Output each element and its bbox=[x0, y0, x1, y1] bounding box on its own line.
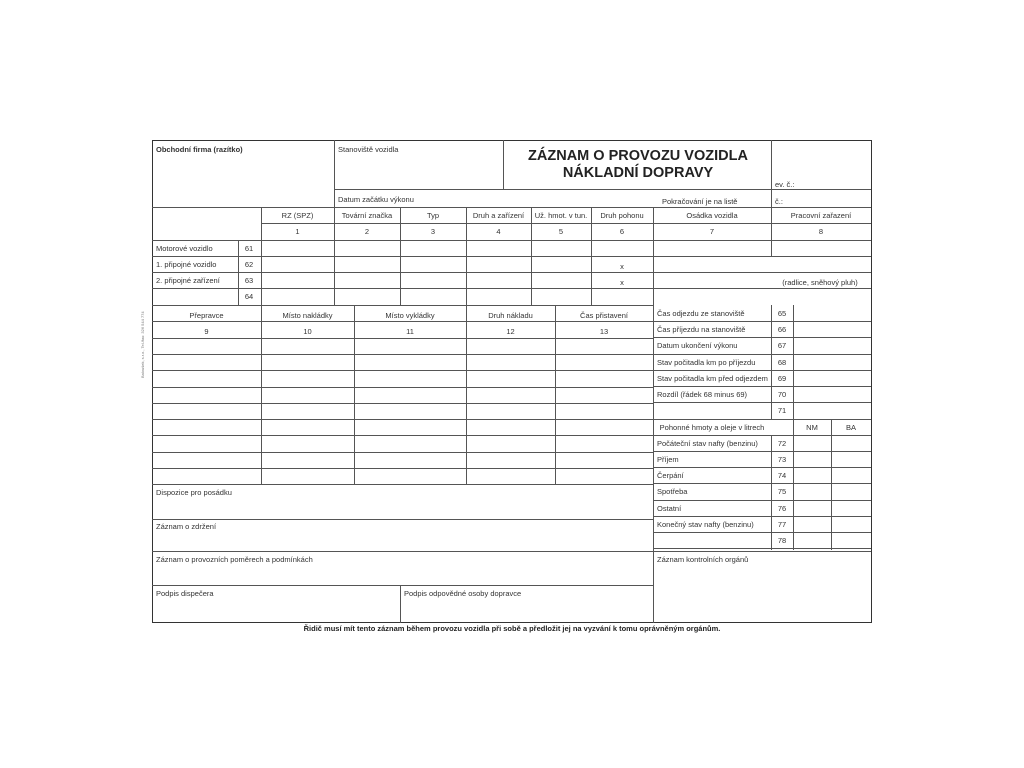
time-row-number: 70 bbox=[777, 390, 787, 400]
transport-cell[interactable] bbox=[153, 436, 261, 451]
grid-line bbox=[653, 419, 871, 420]
transport-cell[interactable] bbox=[355, 404, 466, 419]
transport-cell[interactable] bbox=[262, 453, 354, 468]
time-row-label: Datum ukončení výkonu bbox=[657, 341, 738, 351]
fuel-nm-field[interactable] bbox=[794, 468, 831, 483]
transport-cell[interactable] bbox=[262, 339, 354, 354]
vehicle-col-number: 8 bbox=[818, 227, 824, 236]
vehicle-cell[interactable] bbox=[335, 289, 400, 305]
vehicle-row-label: 2. připojné zařízení bbox=[156, 276, 220, 285]
detention-field[interactable] bbox=[153, 532, 653, 551]
conditions-label: Záznam o provozních poměrech a podmínkách bbox=[156, 555, 313, 564]
fuel-row-number: 76 bbox=[777, 503, 787, 513]
fuel-row-label: Příjem bbox=[657, 454, 679, 464]
fuel-row-label: Spotřeba bbox=[657, 487, 688, 497]
fuel-row-number: 77 bbox=[777, 519, 787, 529]
vehicle-col-header: Typ bbox=[426, 211, 440, 220]
grid-line bbox=[653, 207, 654, 305]
fuel-ba-field[interactable] bbox=[832, 436, 871, 451]
transport-col-number: 11 bbox=[406, 327, 414, 336]
vehicle-cell[interactable] bbox=[654, 273, 771, 288]
fuel-ba-field[interactable] bbox=[832, 533, 871, 548]
vehicle-cell[interactable] bbox=[262, 289, 334, 305]
vehicle-cell[interactable] bbox=[401, 241, 466, 256]
transport-cell[interactable] bbox=[355, 420, 466, 435]
transport-cell[interactable] bbox=[556, 388, 653, 403]
transport-col-number: 10 bbox=[303, 327, 312, 336]
transport-cell[interactable] bbox=[262, 469, 354, 484]
transport-cell[interactable] bbox=[556, 420, 653, 435]
time-row-number: 66 bbox=[777, 325, 787, 335]
continuation-number-label: č.: bbox=[775, 197, 783, 206]
grid-line bbox=[152, 585, 653, 586]
continuation-label: Pokračování je na listě bbox=[662, 197, 738, 206]
transport-cell[interactable] bbox=[355, 453, 466, 468]
side-print: Baloušek, s.r.o., Tel./fax: 326 544 774 bbox=[140, 311, 145, 378]
transport-col-header: Místo vykládky bbox=[385, 311, 435, 320]
vehicle-col-header: Už. hmot. v tun. bbox=[534, 211, 588, 220]
continuation-number-field[interactable] bbox=[772, 190, 871, 207]
transport-col-number: 13 bbox=[599, 327, 609, 336]
fuel-ba-field[interactable] bbox=[832, 517, 871, 532]
transport-cell[interactable] bbox=[153, 404, 261, 419]
fuel-nm-field[interactable] bbox=[794, 436, 831, 451]
transport-cell[interactable] bbox=[467, 404, 555, 419]
time-row-number: 65 bbox=[777, 309, 787, 318]
dispatch-field[interactable] bbox=[153, 498, 653, 519]
time-row-label: Čas odjezdu ze stanoviště bbox=[657, 309, 745, 318]
time-row-number: 69 bbox=[777, 373, 787, 383]
time-row-label: Stav počitadla km před odjezdem bbox=[657, 373, 768, 383]
fuel-row-number: 73 bbox=[777, 454, 787, 464]
fuel-row-number: 75 bbox=[777, 487, 787, 497]
fuel-header-label: Pohonné hmoty a oleje v litrech bbox=[659, 422, 765, 432]
time-row-label: Rozdíl (řádek 68 minus 69) bbox=[657, 390, 748, 400]
performance-start-label: Datum začátku výkonu bbox=[338, 195, 414, 204]
vehicle-cell[interactable] bbox=[532, 257, 591, 272]
dispatcher-signature-field[interactable] bbox=[153, 599, 400, 622]
fuel-row-number: 72 bbox=[777, 438, 787, 448]
fuel-ba-field[interactable] bbox=[832, 452, 871, 467]
vehicle-col-number: 2 bbox=[364, 227, 370, 236]
vehicle-cell[interactable] bbox=[467, 241, 531, 256]
dispatch-label: Dispozice pro posádku bbox=[156, 488, 232, 497]
vehicle-col-number: 5 bbox=[558, 227, 564, 236]
vehicle-row-number: 61 bbox=[244, 244, 254, 253]
x-mark: x bbox=[620, 278, 624, 287]
vehicle-row-label: 1. připojné vozidlo bbox=[156, 260, 217, 269]
vehicle-cell[interactable] bbox=[592, 289, 653, 305]
transport-cell[interactable] bbox=[262, 420, 354, 435]
vehicle-cell[interactable] bbox=[467, 289, 531, 305]
time-value-field[interactable] bbox=[794, 322, 871, 337]
transport-cell[interactable] bbox=[153, 388, 261, 403]
transport-cell[interactable] bbox=[355, 339, 466, 354]
transport-cell[interactable] bbox=[556, 469, 653, 484]
vehicle-col-number: 7 bbox=[709, 227, 715, 236]
vehicle-cell[interactable] bbox=[772, 289, 871, 305]
vehicle-cell[interactable] bbox=[401, 257, 466, 272]
vehicle-cell[interactable] bbox=[654, 241, 771, 256]
vehicle-cell[interactable] bbox=[654, 257, 771, 272]
vehicle-row-label: Motorové vozidlo bbox=[156, 244, 213, 253]
vehicle-cell[interactable] bbox=[772, 241, 871, 256]
grid-line bbox=[238, 240, 239, 305]
vehicle-cell[interactable] bbox=[401, 289, 466, 305]
vehicle-station-label: Stanoviště vozidla bbox=[338, 145, 399, 154]
vehicle-col-number: 1 bbox=[295, 227, 300, 236]
transport-cell[interactable] bbox=[153, 371, 261, 386]
grid-line bbox=[152, 484, 653, 485]
grid-line bbox=[152, 305, 653, 306]
transport-col-header: Druh nákladu bbox=[488, 311, 533, 320]
fuel-nm-field[interactable] bbox=[794, 533, 831, 548]
time-value-field[interactable] bbox=[794, 338, 871, 353]
grid-line bbox=[261, 223, 871, 224]
transport-cell[interactable] bbox=[355, 469, 466, 484]
transport-cell[interactable] bbox=[556, 436, 653, 451]
time-value-field[interactable] bbox=[794, 371, 871, 386]
transport-cell[interactable] bbox=[153, 339, 261, 354]
vehicle-col-header: RZ (SPZ) bbox=[281, 211, 314, 220]
fuel-nm-field[interactable] bbox=[794, 501, 831, 516]
fuel-row-number: 74 bbox=[777, 471, 787, 481]
time-row-label: Stav počitadla km po příjezdu bbox=[657, 357, 756, 367]
transport-cell[interactable] bbox=[467, 355, 555, 370]
vehicle-cell[interactable] bbox=[262, 273, 334, 288]
fuel-col-ba: BA bbox=[845, 422, 857, 432]
transport-cell[interactable] bbox=[355, 371, 466, 386]
transport-col-header: Čas přistavení bbox=[580, 311, 628, 320]
transport-cell[interactable] bbox=[355, 355, 466, 370]
vehicle-col-header: Osádka vozidla bbox=[686, 211, 738, 220]
vehicle-cell[interactable] bbox=[335, 257, 400, 272]
transport-cell[interactable] bbox=[262, 388, 354, 403]
vehicle-cell[interactable] bbox=[401, 273, 466, 288]
transport-cell[interactable] bbox=[153, 453, 261, 468]
fuel-nm-field[interactable] bbox=[794, 517, 831, 532]
transport-cell[interactable] bbox=[355, 436, 466, 451]
vehicle-cell[interactable] bbox=[592, 241, 653, 256]
transport-cell[interactable] bbox=[556, 453, 653, 468]
fuel-row-label: Čerpání bbox=[657, 471, 684, 481]
vehicle-col-number: 3 bbox=[430, 227, 436, 236]
grid-line bbox=[771, 436, 772, 550]
vehicle-cell[interactable] bbox=[335, 241, 400, 256]
grid-line bbox=[152, 519, 653, 520]
transport-cell[interactable] bbox=[467, 339, 555, 354]
grid-line bbox=[771, 305, 772, 420]
fuel-row-label: Počáteční stav nafty (benzinu) bbox=[657, 438, 758, 448]
fuel-ba-field[interactable] bbox=[832, 468, 871, 483]
time-row-number: 71 bbox=[777, 406, 787, 416]
vehicle-col-header: Druh a zařízení bbox=[472, 211, 525, 220]
transport-cell[interactable] bbox=[153, 420, 261, 435]
time-value-field[interactable] bbox=[794, 355, 871, 370]
vehicle-col-number: 4 bbox=[496, 227, 501, 236]
transport-col-header: Přepravce bbox=[189, 311, 224, 320]
form-title-line2: NÁKLADNÍ DOPRAVY bbox=[562, 165, 714, 181]
fuel-col-nm: NM bbox=[806, 422, 818, 432]
vehicle-cell[interactable] bbox=[532, 273, 591, 288]
dispatcher-signature-label: Podpis dispečera bbox=[156, 589, 214, 598]
footer-instruction: Řidič musí mít tento záznam během provozu vozidla při sobě a předložit jej na vyzvání k tomu oprávněným orgánům. bbox=[303, 624, 721, 633]
transport-cell[interactable] bbox=[467, 469, 555, 484]
transport-cell[interactable] bbox=[262, 436, 354, 451]
company-stamp-label: Obchodní firma (razítko) bbox=[156, 145, 243, 154]
transport-cell[interactable] bbox=[355, 388, 466, 403]
transport-cell[interactable] bbox=[467, 388, 555, 403]
vehicle-cell[interactable] bbox=[467, 257, 531, 272]
vehicle-col-number: 6 bbox=[619, 227, 625, 236]
fuel-row-label: Ostatní bbox=[657, 503, 682, 513]
fuel-row-label: Konečný stav nafty (benzinu) bbox=[657, 519, 754, 529]
time-value-field[interactable] bbox=[794, 403, 871, 418]
time-value-field[interactable] bbox=[794, 306, 871, 321]
transport-cell[interactable] bbox=[467, 436, 555, 451]
grid-line bbox=[152, 551, 871, 552]
transport-cell[interactable] bbox=[262, 404, 354, 419]
transport-cell[interactable] bbox=[153, 469, 261, 484]
form-title-line1: ZÁZNAM O PROVOZU VOZIDLA bbox=[528, 148, 748, 164]
control-label: Záznam kontrolních orgánů bbox=[657, 555, 749, 564]
transport-cell[interactable] bbox=[467, 420, 555, 435]
vehicle-row-number: 63 bbox=[244, 276, 254, 285]
transport-cell[interactable] bbox=[467, 453, 555, 468]
ev-number-label: ev. č.: bbox=[775, 180, 795, 189]
grid-line bbox=[653, 548, 871, 549]
time-row-number: 68 bbox=[777, 357, 787, 367]
transport-cell[interactable] bbox=[467, 371, 555, 386]
fuel-row-number: 78 bbox=[777, 536, 787, 546]
vehicle-col-header: Tovární značka bbox=[341, 211, 393, 220]
control-field[interactable] bbox=[654, 565, 871, 622]
fuel-ba-field[interactable] bbox=[832, 501, 871, 516]
x-mark: x bbox=[620, 262, 624, 271]
vehicle-cell[interactable] bbox=[262, 241, 334, 256]
transport-cell[interactable] bbox=[262, 355, 354, 370]
vehicle-cell[interactable] bbox=[262, 257, 334, 272]
vehicle-cell[interactable] bbox=[772, 257, 871, 272]
carrier-signature-label: Podpis odpovědné osoby dopravce bbox=[404, 589, 522, 598]
vehicle-row-number: 64 bbox=[244, 292, 254, 301]
time-row-number: 67 bbox=[777, 341, 787, 351]
plow-note: (radlice, sněhový pluh) bbox=[782, 278, 858, 287]
transport-col-header: Místo nakládky bbox=[282, 311, 333, 320]
vehicle-cell[interactable] bbox=[467, 273, 531, 288]
transport-cell[interactable] bbox=[556, 404, 653, 419]
transport-cell[interactable] bbox=[556, 339, 653, 354]
vehicle-col-header: Druh pohonu bbox=[600, 211, 644, 220]
transport-cell[interactable] bbox=[262, 371, 354, 386]
transport-cell[interactable] bbox=[153, 355, 261, 370]
carrier-signature-field[interactable] bbox=[401, 599, 653, 622]
detention-label: Záznam o zdržení bbox=[156, 522, 217, 531]
time-row-label: Čas příjezdu na stanoviště bbox=[657, 325, 746, 335]
transport-cell[interactable] bbox=[556, 355, 653, 370]
grid-line bbox=[152, 207, 871, 208]
conditions-field[interactable] bbox=[153, 565, 653, 585]
transport-col-number: 9 bbox=[204, 327, 209, 336]
transport-cell[interactable] bbox=[556, 371, 653, 386]
vehicle-cell[interactable] bbox=[532, 289, 591, 305]
fuel-nm-field[interactable] bbox=[794, 484, 831, 499]
vehicle-cell[interactable] bbox=[335, 273, 400, 288]
vehicle-cell[interactable] bbox=[532, 241, 591, 256]
fuel-nm-field[interactable] bbox=[794, 452, 831, 467]
transport-col-number: 12 bbox=[506, 327, 515, 336]
vehicle-col-header: Pracovní zařazení bbox=[790, 211, 852, 220]
fuel-ba-field[interactable] bbox=[832, 484, 871, 499]
vehicle-row-number: 62 bbox=[244, 260, 254, 269]
time-value-field[interactable] bbox=[794, 387, 871, 402]
